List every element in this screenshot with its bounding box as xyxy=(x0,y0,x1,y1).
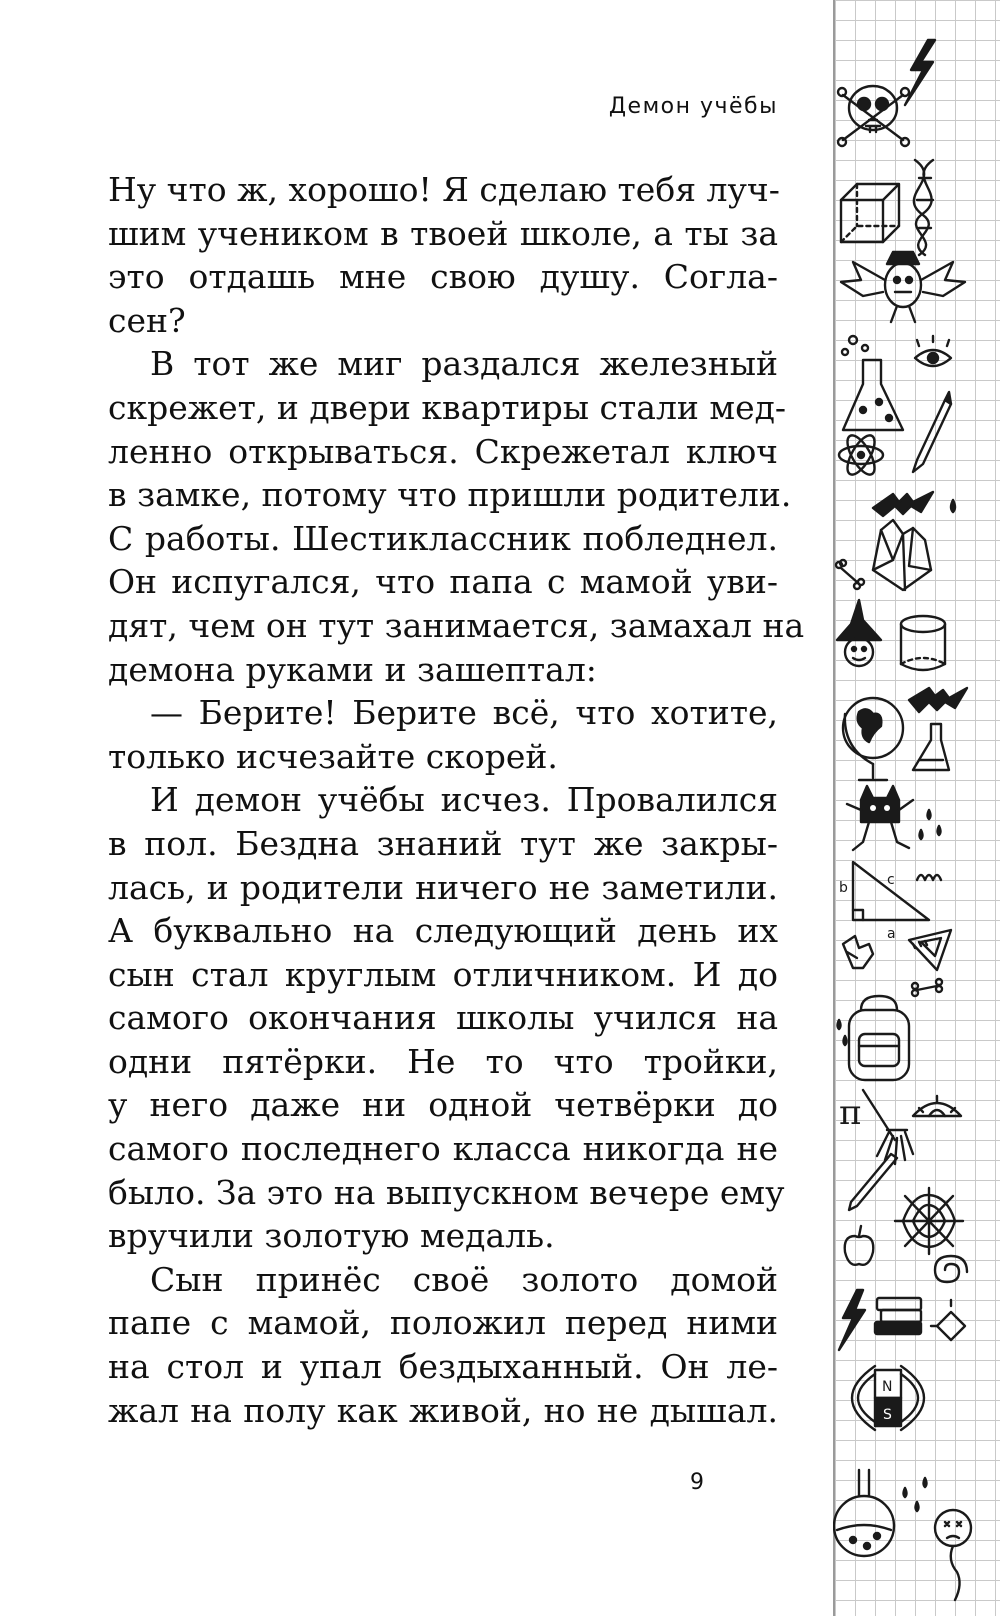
text-line: вручили золотую медаль. xyxy=(108,1216,555,1256)
spiral-icon xyxy=(935,1256,967,1282)
pencil-icon xyxy=(849,1154,897,1210)
set-square-icon xyxy=(909,930,951,970)
text-line: С работы. Шестиклассник побледнел. xyxy=(108,518,778,558)
bone-icon xyxy=(836,560,864,589)
text-line: И демон учёбы исчез. Провалился xyxy=(150,780,778,820)
text-line: самого окончания школы учился на xyxy=(108,998,778,1038)
skull-icon xyxy=(838,86,909,146)
text-line: Сын принёс своё золото домой xyxy=(150,1259,778,1299)
page-number: 9 xyxy=(690,1470,704,1495)
text-line: Ну что ж, хорошо! Я сделаю тебя луч- xyxy=(108,170,780,209)
flask-icon xyxy=(913,724,949,770)
text-line: папе с мамой, положил перед ними xyxy=(108,1303,778,1343)
diamond-icon xyxy=(931,1300,965,1340)
text-line: это отдашь мне свою душу. Согла- xyxy=(108,257,778,297)
eye-icon xyxy=(915,336,951,366)
text-line: В тот же миг раздался железный xyxy=(150,344,778,384)
text-line: дят, чем он тут занимается, замахал на xyxy=(108,605,805,645)
triangle-side-b-label: b xyxy=(839,880,848,896)
triangle-side-a-label: a xyxy=(887,926,896,942)
text-line: в пол. Бездна знаний тут же закры- xyxy=(108,823,778,863)
apple-icon xyxy=(845,1226,874,1265)
text-line: было. За это на выпускном вечере ему xyxy=(108,1172,785,1212)
squiggle-icon xyxy=(917,875,941,880)
text-line: лась, и родители ничего не заметили. xyxy=(108,867,778,907)
protractor-icon xyxy=(913,1096,961,1116)
right-triangle-icon xyxy=(839,862,929,942)
spider-web-icon xyxy=(895,1188,963,1254)
magnet-icon xyxy=(852,1366,924,1430)
cat-creature-icon xyxy=(847,786,913,850)
text-line: скрежет, и двери квартиры стали мед- xyxy=(108,387,787,427)
magnet-south-label: S xyxy=(883,1407,892,1423)
magnet-north-label: N xyxy=(882,1379,893,1395)
text-line: сен? xyxy=(108,300,186,340)
doodle-margin xyxy=(833,0,1000,1616)
drops-icon xyxy=(904,1478,927,1511)
bone-icon xyxy=(912,979,942,996)
drop-icon xyxy=(951,500,955,512)
lightning-icon xyxy=(839,1290,865,1350)
flask-icon xyxy=(842,336,903,430)
globe-icon xyxy=(843,698,903,780)
cylinder-icon xyxy=(901,616,945,670)
text-line: шим учеником в твоей школе, а ты за xyxy=(108,213,778,253)
text-line: демона руками и зашептал: xyxy=(108,649,597,689)
balloon-face-icon xyxy=(935,1510,971,1600)
hand-icon xyxy=(843,936,873,968)
broom-icon xyxy=(863,1090,913,1164)
backpack-icon xyxy=(849,996,909,1080)
dna-icon xyxy=(914,160,933,255)
bat-icon xyxy=(909,688,967,712)
text-line: самого последнего класса никогда не xyxy=(108,1129,778,1169)
text-line: одни пятёрки. Не то что тройки, xyxy=(108,1041,778,1081)
pen-icon xyxy=(913,392,951,472)
text-line: сын стал круглым отличником. И до xyxy=(108,954,778,994)
atom-icon xyxy=(839,431,883,478)
text-line: только исчезайте скорей. xyxy=(108,736,558,776)
text-line: — Берите! Берите всё, что хотите, xyxy=(150,693,778,733)
running-head: Демон учёбы xyxy=(608,94,778,119)
text-line: Он испугался, что папа с мамой уви- xyxy=(108,562,778,602)
crystals-icon xyxy=(873,520,931,590)
lightning-icon xyxy=(905,40,935,105)
drops-icon xyxy=(920,810,941,839)
text-line: ленно открываться. Скрежетал ключ xyxy=(108,431,778,471)
drops-icon xyxy=(838,1020,847,1045)
text-line: А буквально на следующий день их xyxy=(108,911,778,951)
body-text xyxy=(108,168,805,1432)
bat-creature-icon xyxy=(841,252,965,322)
text-line: жал на полу как живой, но не дышал. xyxy=(108,1390,778,1430)
books-icon xyxy=(875,1298,921,1334)
witch-icon xyxy=(837,600,881,666)
triangle-side-c-label: c xyxy=(887,872,895,888)
pi-symbol: π xyxy=(839,1093,862,1133)
text-line: в замке, потому что пришли родители. xyxy=(108,475,792,515)
bat-icon xyxy=(873,492,933,516)
text-line: у него даже ни одной четвёрки до xyxy=(108,1085,778,1125)
cube-icon xyxy=(841,184,899,242)
round-flask-icon xyxy=(834,1470,894,1556)
text-line: на стол и упал бездыханный. Он ле- xyxy=(108,1347,778,1387)
